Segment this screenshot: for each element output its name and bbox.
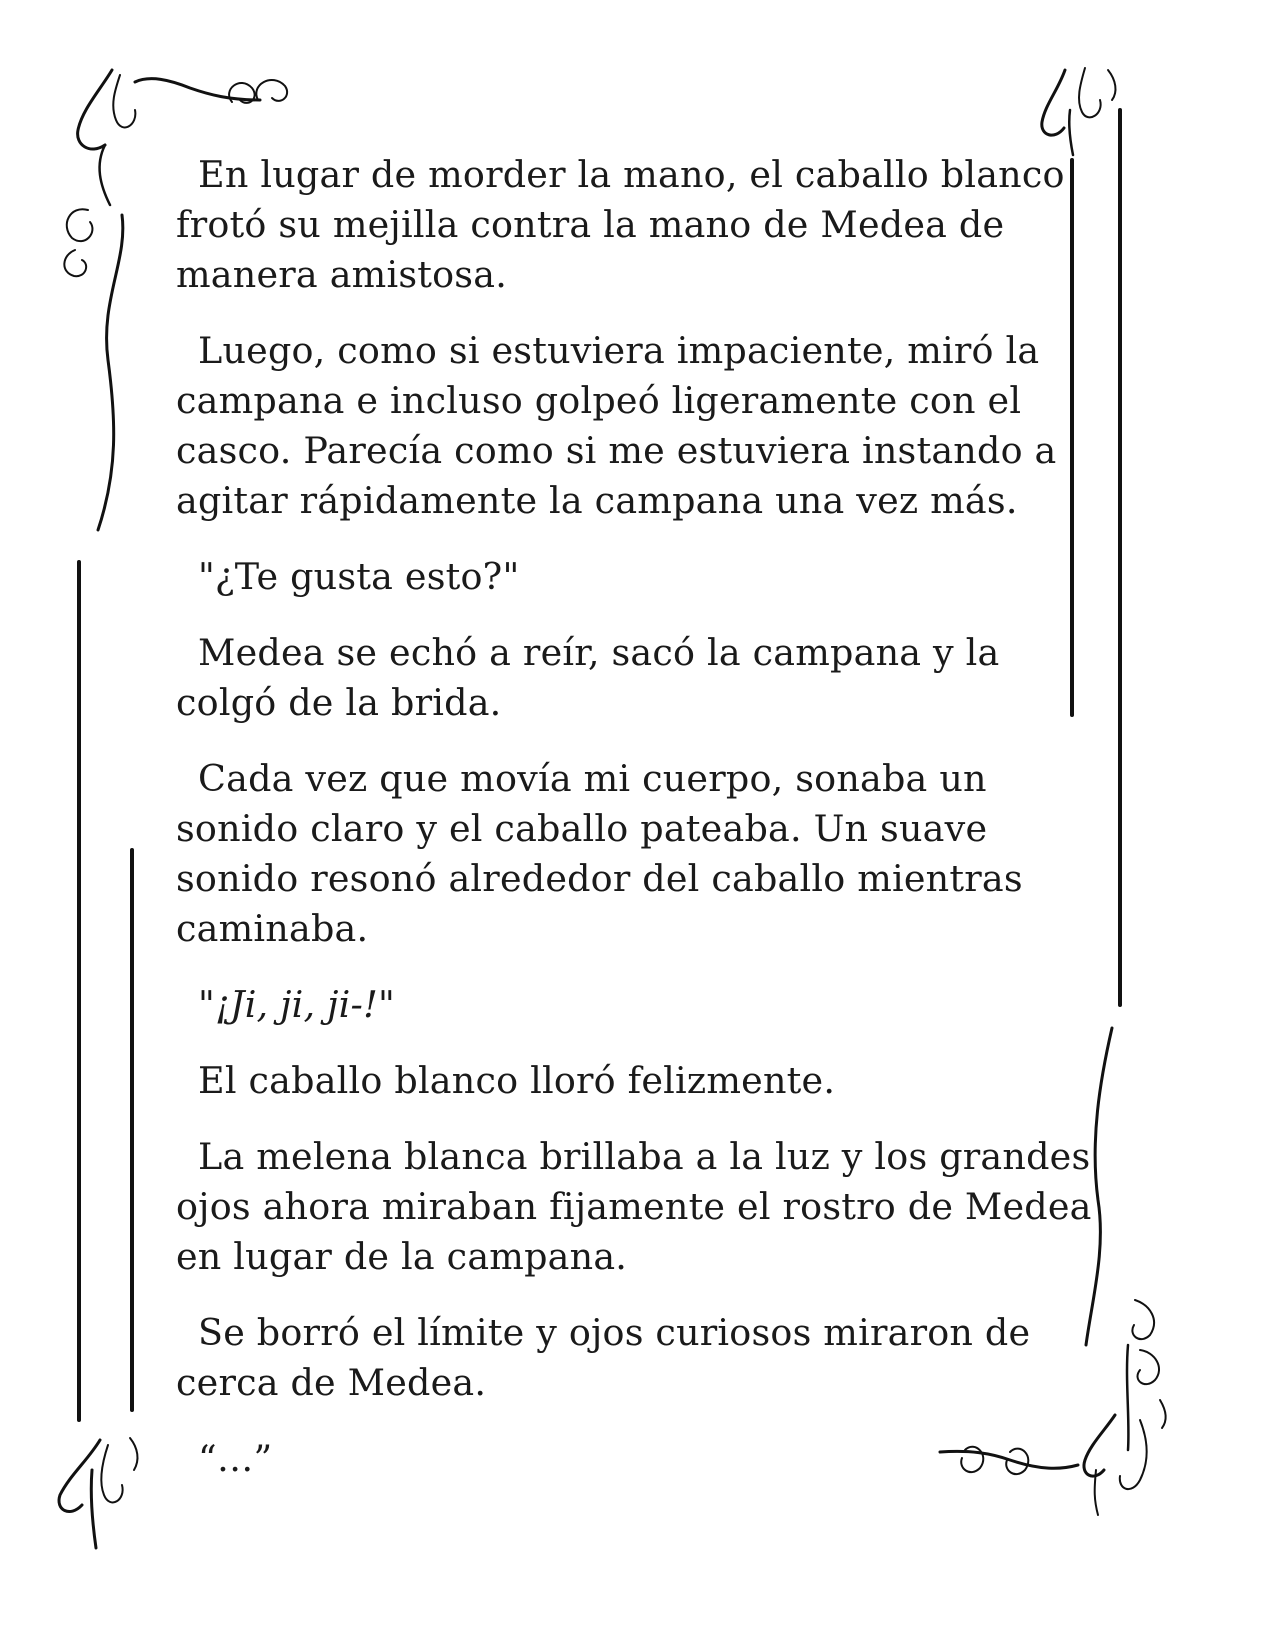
top-right-flourish-icon [1042,68,1116,155]
paragraph-6: "¡Ji, ji, ji-!" [198,983,395,1026]
paragraph-1: En lugar de morder la mano, el caballo blanco frotó su mejilla contra la mano de Medea de manera amistosa. [176,153,1065,296]
paragraph-4: Medea se echó a reír, sacó la campana y la colgó de la brida. [176,631,1000,724]
bottom-left-flourish-icon [59,1438,137,1548]
paragraph-5: Cada vez que movía mi cuerpo, sonaba un sonido claro y el caballo pateaba. Un suave sonido resonó alrededor del caballo mientras caminaba. [176,757,1023,950]
paragraph-9: Se borró el límite y ojos curiosos miraron de cerca de Medea. [176,1311,1031,1404]
page-text [176,150,1096,1484]
paragraph-2: Luego, como si estuviera impaciente, miró la campana e incluso golpeó ligeramente con el casco. Parecía como si me estuviera instando a agitar rápidamente la campana una vez más. [176,329,1057,522]
paragraph-7: El caballo blanco lloró felizmente. [198,1059,836,1102]
paragraph-10: “…” [198,1437,273,1480]
paragraph-8: La melena blanca brillaba a la luz y los grandes ojos ahora miraban fijamente el rostro de Medea en lugar de la campana. [176,1135,1092,1278]
paragraph-3: "¿Te gusta esto?" [198,555,520,598]
